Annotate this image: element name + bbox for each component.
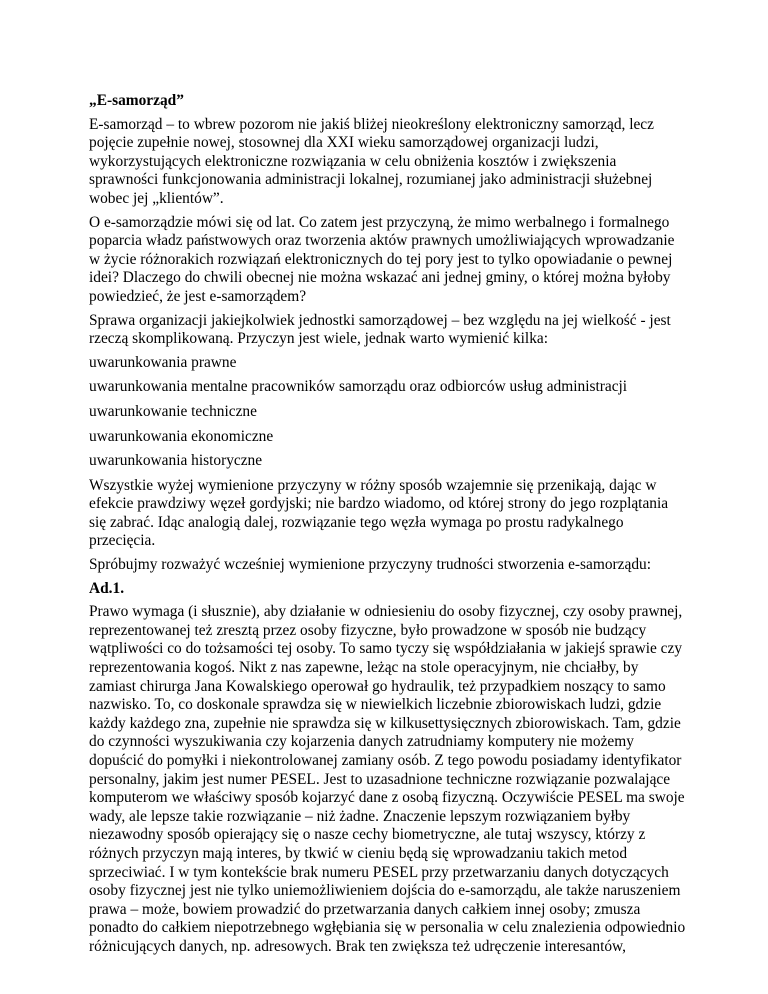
list-item: uwarunkowanie techniczne: [89, 402, 257, 420]
document-title: „E-samorząd”: [89, 92, 184, 109]
paragraph-causes-intro: Sprawa organizacji jakiejkolwiek jednostki samorządowej – bez względu na jej wielkość - jest rzeczą skomplikowaną. Przyczyn jest wiele, jednak warto wymienić kilka:: [89, 311, 671, 348]
list-item: uwarunkowania historyczne: [89, 452, 263, 470]
document-body: [89, 86, 689, 962]
paragraph-intro: E-samorząd – to wbrew pozorom nie jakiś bliżej nieokreślony elektroniczny samorząd, lecz pojęcie zupełnie nowej, stosownej dla XXI wieku samorządowej organizacji ludzi, wykorzystujących elektroniczne rozwiązania w celu obniżenia kosztów i zwiększenia sprawności funkcjonowania administracji lokalnej, rozumianej jako administracji służebnej wobec jej „klientów”.: [89, 115, 654, 207]
paragraph-consider: Spróbujmy rozważyć wcześniej wymienione przyczyny trudności stworzenia e-samorządu:: [89, 556, 651, 574]
list-item: uwarunkowania ekonomiczne: [89, 427, 274, 445]
paragraph-question: O e-samorządzie mówi się od lat. Co zatem jest przyczyną, że mimo werbalnego i formalnego poparcia władz państwowych oraz tworzenia aktów prawnych umożliwiających wprowadzanie w życie różnorakich rozwiązań elektronicznych do tej pory jest to tylko opowiadanie o pewnej idei? Dlaczego do chwili obecnej nie można wskazać ani jednej gminy, o której można byłoby powiedzieć, że jest e-samorządem?: [89, 213, 675, 305]
paragraph-gordian-knot: Wszystkie wyżej wymienione przyczyny w różny sposób wzajemnie się przenikają, dając w efekcie prawdziwy węzeł gordyjski; nie bardzo wiadomo, od której strony do jego rozplątania się zabrać. Idąc analogią dalej, rozwiązanie tego węzła wymaga po prostu radykalnego przecięcia.: [89, 476, 669, 550]
paragraph-legal-conditions: Prawo wymaga (i słusznie), aby działanie w odniesieniu do osoby fizycznej, czy osoby prawnej, reprezentowanej też zresztą przez osoby fizyczne, było prowadzone w sposób nie budzący wątpliwości co do tożsamości tej osoby. To samo tyczy się współdziałania w jakiejś sprawie czy reprezentowania kogoś. Nikt z nas zapewne, leżąc na stole operacyjnym, nie chciałby, by zamiast chirurga Jana Kowalskiego operował go hydraulik, też przypadkiem noszący to samo nazwisko. To, co doskonale sprawdza się w niewielkich liczebnie zbiorowiskach ludzi, gdzie każdy każdego zna, zupełnie nie sprawdza się w kilkusettysięcznych zbiorowiskach. Tam, gdzie do czynności wyszukiwania czy kojarzenia danych zatrudniamy komputery nie możemy dopuścić do pomyłki i niekontrolowanej zamiany osób. Z tego powodu posiadamy identyfikator personalny, jakim jest numer PESEL. Jest to uzasadnione techniczne rozwiązanie pozwalające komputerom we właściwy sposób kojarzyć dane z osobą fizyczną. Oczywiście PESEL ma swoje wady, ale lepsze takie rozwiązanie – niż żadne. Znaczenie lepszym rozwiązaniem byłby niezawodny sposób opierający się o nasze cechy biometryczne, ale tutaj wszyscy, którzy z różnych przyczyn mają interes, by tkwić w cieniu będą się wprowadzaniu takich metod sprzeciwiać. I w tym kontekście brak numeru PESEL przy przetwarzaniu danych dotyczących osoby fizycznej jest nie tylko uniemożliwieniem dojścia do e-samorządu, ale także naruszeniem prawa – może, bowiem prowadzić do przetwarzania danych całkiem innej osoby; zmusza ponadto do całkiem niepotrzebnego wgłębiania się w personalia w celu znalezienia odpowiednio różnicujących danych, np. adresowych. Brak ten zwiększa też udręczenie interesantów,: [89, 603, 686, 955]
list-item: uwarunkowania prawne: [89, 353, 237, 371]
section-heading: Ad.1.: [89, 579, 125, 597]
list-item: uwarunkowania mentalne pracowników samorządu oraz odbiorców usług administracji: [89, 378, 628, 396]
